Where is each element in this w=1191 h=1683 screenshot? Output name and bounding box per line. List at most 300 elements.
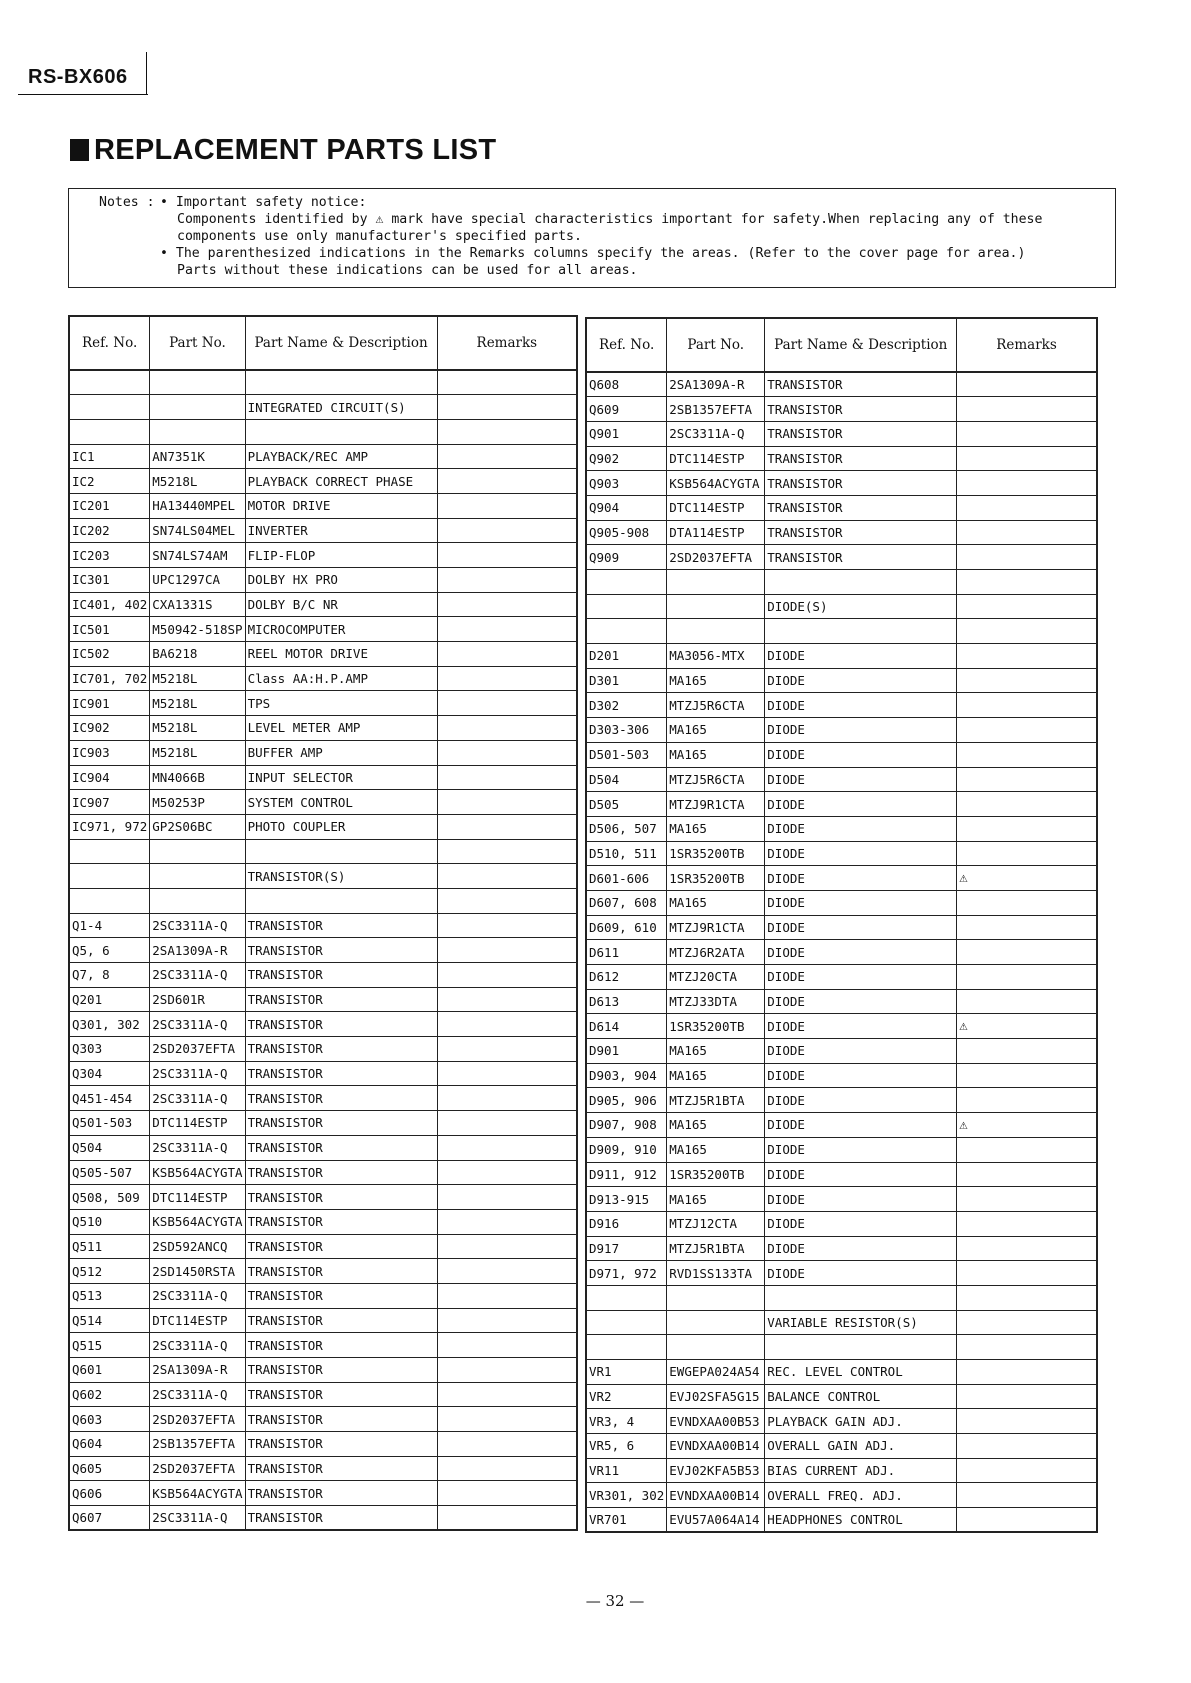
description-cell: DIODE bbox=[765, 915, 957, 940]
table-row bbox=[69, 839, 577, 864]
ref-no-cell: IC301 bbox=[69, 568, 150, 593]
ref-no-cell: D505 bbox=[586, 792, 667, 817]
part-no-cell: 2SD2037EFTA bbox=[150, 1456, 245, 1481]
part-no-cell: 2SC3311A-Q bbox=[150, 913, 245, 938]
table-row bbox=[586, 989, 1097, 1014]
ref-no-cell: Q904 bbox=[586, 495, 667, 520]
notes-box bbox=[68, 188, 1116, 288]
remarks-cell bbox=[437, 1432, 577, 1457]
description-cell: DOLBY HX PRO bbox=[245, 568, 437, 593]
ref-no-cell: D917 bbox=[586, 1236, 667, 1261]
remarks-cell bbox=[437, 543, 577, 568]
remarks-cell bbox=[437, 691, 577, 716]
part-no-cell bbox=[667, 1335, 765, 1360]
remarks-cell bbox=[957, 594, 1097, 619]
table-row bbox=[586, 520, 1097, 545]
remarks-cell bbox=[437, 888, 577, 913]
table-row bbox=[586, 1285, 1097, 1310]
remarks-cell bbox=[957, 372, 1097, 397]
ref-no-cell: IC907 bbox=[69, 790, 150, 815]
description-cell: TRANSISTOR bbox=[245, 1185, 437, 1210]
description-cell: TRANSISTOR bbox=[765, 520, 957, 545]
remarks-cell bbox=[437, 839, 577, 864]
remarks-cell bbox=[437, 1382, 577, 1407]
part-no-cell: EVNDXAA00B14 bbox=[667, 1483, 765, 1508]
remarks-cell bbox=[957, 1137, 1097, 1162]
description-cell: TRANSISTOR bbox=[245, 1456, 437, 1481]
description-cell: TRANSISTOR bbox=[245, 1209, 437, 1234]
table-row bbox=[69, 592, 577, 617]
remarks-cell bbox=[437, 1135, 577, 1160]
remarks-cell bbox=[957, 421, 1097, 446]
description-cell: TRANSISTOR bbox=[245, 1283, 437, 1308]
part-no-cell: EVJ02SFA5G15 bbox=[667, 1384, 765, 1409]
description-cell bbox=[245, 419, 437, 444]
part-no-cell: HA13440MPEL bbox=[150, 493, 245, 518]
description-cell: DIODE bbox=[765, 693, 957, 718]
part-no-cell: GP2S06BC bbox=[150, 814, 245, 839]
table-row bbox=[69, 1209, 577, 1234]
description-cell: DIODE bbox=[765, 1039, 957, 1064]
remarks-cell bbox=[957, 915, 1097, 940]
part-no-cell: 2SC3311A-Q bbox=[150, 963, 245, 988]
ref-no-cell: Q905-908 bbox=[586, 520, 667, 545]
table-row bbox=[69, 518, 577, 543]
part-no-cell: 2SC3311A-Q bbox=[150, 1333, 245, 1358]
remarks-cell bbox=[957, 1285, 1097, 1310]
description-cell: TRANSISTOR(S) bbox=[245, 864, 437, 889]
remarks-cell bbox=[957, 1162, 1097, 1187]
remarks-cell bbox=[437, 1160, 577, 1185]
ref-no-cell: IC501 bbox=[69, 617, 150, 642]
part-no-cell: KSB564ACYGTA bbox=[150, 1160, 245, 1185]
ref-no-cell: Q511 bbox=[69, 1234, 150, 1259]
part-no-cell: KSB564ACYGTA bbox=[150, 1209, 245, 1234]
remarks-cell bbox=[437, 1012, 577, 1037]
table-row bbox=[69, 395, 577, 420]
ref-no-cell: IC502 bbox=[69, 642, 150, 667]
table-row bbox=[586, 421, 1097, 446]
col-remarks: Remarks bbox=[957, 318, 1097, 372]
remarks-cell bbox=[437, 1456, 577, 1481]
remarks-cell bbox=[437, 1407, 577, 1432]
remarks-cell bbox=[437, 568, 577, 593]
page-number: — 32 — bbox=[585, 1592, 645, 1610]
description-cell: TRANSISTOR bbox=[245, 1506, 437, 1531]
ref-no-cell: Q909 bbox=[586, 545, 667, 570]
ref-no-cell: VR5, 6 bbox=[586, 1434, 667, 1459]
part-no-cell: KSB564ACYGTA bbox=[667, 471, 765, 496]
safety-warning-icon: ⚠ bbox=[957, 866, 1097, 891]
table-row bbox=[69, 1456, 577, 1481]
ref-no-cell: Q451-454 bbox=[69, 1086, 150, 1111]
remarks-cell bbox=[957, 1384, 1097, 1409]
description-cell: DIODE bbox=[765, 1236, 957, 1261]
table-row bbox=[69, 963, 577, 988]
table-row bbox=[586, 1187, 1097, 1212]
description-cell: TRANSISTOR bbox=[245, 1234, 437, 1259]
part-no-cell: M5218L bbox=[150, 469, 245, 494]
table-row bbox=[69, 642, 577, 667]
table-row bbox=[69, 1358, 577, 1383]
table-row bbox=[69, 740, 577, 765]
description-cell: DIODE bbox=[765, 742, 957, 767]
description-cell: DIODE bbox=[765, 792, 957, 817]
table-row bbox=[586, 816, 1097, 841]
description-cell: DOLBY B/C NR bbox=[245, 592, 437, 617]
description-cell: PLAYBACK/REC AMP bbox=[245, 444, 437, 469]
ref-no-cell: Q501-503 bbox=[69, 1111, 150, 1136]
remarks-cell bbox=[957, 1360, 1097, 1385]
table-row bbox=[586, 1211, 1097, 1236]
remarks-cell bbox=[437, 1259, 577, 1284]
description-cell: DIODE bbox=[765, 890, 957, 915]
part-no-cell: 2SB1357EFTA bbox=[667, 397, 765, 422]
ref-no-cell: D916 bbox=[586, 1211, 667, 1236]
notes-line-1: • Important safety notice: bbox=[160, 195, 367, 210]
description-cell: MICROCOMPUTER bbox=[245, 617, 437, 642]
part-no-cell: 2SA1309A-R bbox=[667, 372, 765, 397]
remarks-cell bbox=[437, 1308, 577, 1333]
ref-no-cell: Q5, 6 bbox=[69, 938, 150, 963]
remarks-cell bbox=[437, 1234, 577, 1259]
part-no-cell: MTZJ9R1CTA bbox=[667, 915, 765, 940]
description-cell: TRANSISTOR bbox=[245, 1333, 437, 1358]
remarks-cell bbox=[437, 963, 577, 988]
ref-no-cell: Q510 bbox=[69, 1209, 150, 1234]
table-row bbox=[586, 1261, 1097, 1286]
part-no-cell: 2SC3311A-Q bbox=[150, 1382, 245, 1407]
ref-no-cell bbox=[69, 888, 150, 913]
table-row bbox=[586, 841, 1097, 866]
part-no-cell: EVNDXAA00B14 bbox=[667, 1434, 765, 1459]
notes-line-2: Components identified by ⚠ mark have special characteristics important for safety.When replacing any of these bbox=[177, 212, 1043, 227]
description-cell: BALANCE CONTROL bbox=[765, 1384, 957, 1409]
table-row bbox=[69, 617, 577, 642]
table-row bbox=[586, 965, 1097, 990]
remarks-cell bbox=[957, 989, 1097, 1014]
table-row bbox=[69, 666, 577, 691]
table-row bbox=[69, 1283, 577, 1308]
ref-no-cell: VR301, 302 bbox=[586, 1483, 667, 1508]
table-row bbox=[69, 1037, 577, 1062]
remarks-cell bbox=[957, 446, 1097, 471]
remarks-cell bbox=[437, 370, 577, 395]
remarks-cell bbox=[437, 938, 577, 963]
ref-no-cell: Q609 bbox=[586, 397, 667, 422]
table-row bbox=[586, 471, 1097, 496]
ref-no-cell: Q602 bbox=[69, 1382, 150, 1407]
col-part-no: Part No. bbox=[667, 318, 765, 372]
model-number: RS-BX606 bbox=[28, 66, 128, 88]
description-cell: TRANSISTOR bbox=[765, 372, 957, 397]
part-no-cell: BA6218 bbox=[150, 642, 245, 667]
ref-no-cell: Q1-4 bbox=[69, 913, 150, 938]
description-cell: TRANSISTOR bbox=[245, 987, 437, 1012]
part-no-cell: MA165 bbox=[667, 1137, 765, 1162]
description-cell: DIODE bbox=[765, 965, 957, 990]
ref-no-cell: D607, 608 bbox=[586, 890, 667, 915]
part-no-cell: EWGEPA024A54 bbox=[667, 1360, 765, 1385]
description-cell: REEL MOTOR DRIVE bbox=[245, 642, 437, 667]
table-row bbox=[69, 1481, 577, 1506]
description-cell: TRANSISTOR bbox=[765, 545, 957, 570]
part-no-cell: CXA1331S bbox=[150, 592, 245, 617]
description-cell: PLAYBACK CORRECT PHASE bbox=[245, 469, 437, 494]
table-row bbox=[69, 716, 577, 741]
safety-warning-icon: ⚠ bbox=[957, 1014, 1097, 1039]
description-cell: TRANSISTOR bbox=[765, 471, 957, 496]
ref-no-cell: D501-503 bbox=[586, 742, 667, 767]
parts-table-right bbox=[585, 317, 1098, 1533]
remarks-cell bbox=[957, 495, 1097, 520]
table-row bbox=[69, 765, 577, 790]
ref-no-cell: Q515 bbox=[69, 1333, 150, 1358]
remarks-cell bbox=[957, 841, 1097, 866]
ref-no-cell: D601-606 bbox=[586, 866, 667, 891]
table-row bbox=[586, 1335, 1097, 1360]
table-row bbox=[69, 419, 577, 444]
part-no-cell: 2SD2037EFTA bbox=[150, 1407, 245, 1432]
table-row bbox=[586, 594, 1097, 619]
table-row bbox=[69, 1086, 577, 1111]
table-row bbox=[69, 913, 577, 938]
part-no-cell bbox=[667, 570, 765, 595]
remarks-cell bbox=[957, 1409, 1097, 1434]
table-row bbox=[586, 372, 1097, 397]
ref-no-cell: IC971, 972 bbox=[69, 814, 150, 839]
table-row bbox=[586, 545, 1097, 570]
part-no-cell: 2SC3311A-Q bbox=[150, 1086, 245, 1111]
ref-no-cell: IC2 bbox=[69, 469, 150, 494]
ref-no-cell: D611 bbox=[586, 940, 667, 965]
remarks-cell bbox=[437, 444, 577, 469]
ref-no-cell: Q901 bbox=[586, 421, 667, 446]
remarks-cell bbox=[957, 1063, 1097, 1088]
remarks-cell bbox=[957, 1236, 1097, 1261]
table-row bbox=[586, 792, 1097, 817]
ref-no-cell: Q514 bbox=[69, 1308, 150, 1333]
part-no-cell: M50942-518SP bbox=[150, 617, 245, 642]
table-row bbox=[69, 1135, 577, 1160]
part-no-cell: MTZJ5R1BTA bbox=[667, 1236, 765, 1261]
remarks-cell bbox=[437, 395, 577, 420]
safety-warning-icon: ⚠ bbox=[957, 1113, 1097, 1138]
table-row bbox=[586, 1113, 1097, 1138]
ref-no-cell bbox=[69, 419, 150, 444]
part-no-cell: M5218L bbox=[150, 740, 245, 765]
remarks-cell bbox=[437, 1506, 577, 1531]
part-no-cell: MTZJ33DTA bbox=[667, 989, 765, 1014]
part-no-cell: 2SB1357EFTA bbox=[150, 1432, 245, 1457]
part-no-cell bbox=[150, 864, 245, 889]
remarks-cell bbox=[437, 716, 577, 741]
table-row bbox=[69, 543, 577, 568]
remarks-cell bbox=[957, 718, 1097, 743]
table-row bbox=[69, 888, 577, 913]
ref-no-cell bbox=[586, 570, 667, 595]
table-row bbox=[69, 1234, 577, 1259]
table-row bbox=[586, 742, 1097, 767]
square-bullet-icon bbox=[70, 139, 89, 161]
description-cell: DIODE bbox=[765, 668, 957, 693]
part-no-cell: MA165 bbox=[667, 1063, 765, 1088]
description-cell: REC. LEVEL CONTROL bbox=[765, 1360, 957, 1385]
ref-no-cell: Q512 bbox=[69, 1259, 150, 1284]
description-cell: TRANSISTOR bbox=[245, 913, 437, 938]
part-no-cell bbox=[150, 395, 245, 420]
ref-no-cell: IC902 bbox=[69, 716, 150, 741]
ref-no-cell bbox=[69, 370, 150, 395]
description-cell: TRANSISTOR bbox=[245, 1061, 437, 1086]
ref-no-cell: VR11 bbox=[586, 1458, 667, 1483]
part-no-cell: MA165 bbox=[667, 1113, 765, 1138]
description-cell: TRANSISTOR bbox=[765, 495, 957, 520]
ref-no-cell: D614 bbox=[586, 1014, 667, 1039]
notes-line-3: components use only manufacturer's specified parts. bbox=[177, 229, 582, 244]
ref-no-cell: D510, 511 bbox=[586, 841, 667, 866]
remarks-cell bbox=[437, 666, 577, 691]
remarks-cell bbox=[957, 570, 1097, 595]
table-row bbox=[69, 1259, 577, 1284]
remarks-cell bbox=[957, 619, 1097, 644]
table-row bbox=[586, 915, 1097, 940]
remarks-cell bbox=[957, 1483, 1097, 1508]
part-no-cell: 1SR35200TB bbox=[667, 1014, 765, 1039]
table-header-row bbox=[69, 316, 577, 370]
remarks-cell bbox=[957, 644, 1097, 669]
remarks-cell bbox=[957, 792, 1097, 817]
table-row bbox=[69, 568, 577, 593]
description-cell: DIODE bbox=[765, 1187, 957, 1212]
remarks-cell bbox=[437, 469, 577, 494]
part-no-cell: 2SC3311A-Q bbox=[667, 421, 765, 446]
table-row bbox=[586, 1014, 1097, 1039]
table-row bbox=[586, 668, 1097, 693]
table-row bbox=[69, 1407, 577, 1432]
part-no-cell: MA165 bbox=[667, 1039, 765, 1064]
ref-no-cell: Q513 bbox=[69, 1283, 150, 1308]
remarks-cell bbox=[957, 693, 1097, 718]
table-row bbox=[586, 619, 1097, 644]
ref-no-cell: VR2 bbox=[586, 1384, 667, 1409]
remarks-cell bbox=[957, 1261, 1097, 1286]
part-no-cell: MTZJ5R1BTA bbox=[667, 1088, 765, 1113]
ref-no-cell: IC201 bbox=[69, 493, 150, 518]
description-cell: TRANSISTOR bbox=[765, 446, 957, 471]
description-cell: Class AA:H.P.AMP bbox=[245, 666, 437, 691]
col-ref-no: Ref. No. bbox=[586, 318, 667, 372]
remarks-cell bbox=[437, 642, 577, 667]
table-row bbox=[69, 1308, 577, 1333]
description-cell: TRANSISTOR bbox=[245, 938, 437, 963]
ref-no-cell: IC202 bbox=[69, 518, 150, 543]
description-cell: TRANSISTOR bbox=[245, 1481, 437, 1506]
remarks-cell bbox=[957, 520, 1097, 545]
part-no-cell: 1SR35200TB bbox=[667, 1162, 765, 1187]
ref-no-cell: Q902 bbox=[586, 446, 667, 471]
part-no-cell: M5218L bbox=[150, 691, 245, 716]
table-row bbox=[586, 1236, 1097, 1261]
remarks-cell bbox=[957, 471, 1097, 496]
ref-no-cell: D301 bbox=[586, 668, 667, 693]
description-cell: HEADPHONES CONTROL bbox=[765, 1508, 957, 1533]
table-row bbox=[586, 1039, 1097, 1064]
description-cell: PHOTO COUPLER bbox=[245, 814, 437, 839]
ref-no-cell: D201 bbox=[586, 644, 667, 669]
remarks-cell bbox=[437, 1481, 577, 1506]
ref-no-cell: IC901 bbox=[69, 691, 150, 716]
part-no-cell: RVD1SS133TA bbox=[667, 1261, 765, 1286]
part-no-cell bbox=[150, 370, 245, 395]
table-row bbox=[586, 1409, 1097, 1434]
description-cell: BUFFER AMP bbox=[245, 740, 437, 765]
part-no-cell: KSB564ACYGTA bbox=[150, 1481, 245, 1506]
ref-no-cell: IC203 bbox=[69, 543, 150, 568]
part-no-cell bbox=[667, 594, 765, 619]
description-cell bbox=[765, 619, 957, 644]
table-row bbox=[586, 446, 1097, 471]
remarks-cell bbox=[437, 864, 577, 889]
ref-no-cell: Q903 bbox=[586, 471, 667, 496]
part-no-cell: 2SD592ANCQ bbox=[150, 1234, 245, 1259]
table-row bbox=[69, 814, 577, 839]
part-no-cell: MA165 bbox=[667, 742, 765, 767]
ref-no-cell: Q607 bbox=[69, 1506, 150, 1531]
ref-no-cell: D971, 972 bbox=[586, 1261, 667, 1286]
remarks-cell bbox=[437, 1037, 577, 1062]
part-no-cell bbox=[150, 839, 245, 864]
part-no-cell: EVJ02KFA5B53 bbox=[667, 1458, 765, 1483]
table-row bbox=[69, 1185, 577, 1210]
part-no-cell: 2SC3311A-Q bbox=[150, 1061, 245, 1086]
remarks-cell bbox=[957, 890, 1097, 915]
table-header-row bbox=[586, 318, 1097, 372]
ref-no-cell: IC401, 402 bbox=[69, 592, 150, 617]
table-row bbox=[69, 987, 577, 1012]
ref-no-cell bbox=[69, 864, 150, 889]
ref-no-cell: D905, 906 bbox=[586, 1088, 667, 1113]
description-cell: DIODE bbox=[765, 940, 957, 965]
ref-no-cell: D506, 507 bbox=[586, 816, 667, 841]
remarks-cell bbox=[437, 1358, 577, 1383]
description-cell: INTEGRATED CIRCUIT(S) bbox=[245, 395, 437, 420]
table-row bbox=[586, 397, 1097, 422]
remarks-cell bbox=[957, 397, 1097, 422]
description-cell: DIODE bbox=[765, 1063, 957, 1088]
description-cell: DIODE bbox=[765, 841, 957, 866]
part-no-cell bbox=[667, 1310, 765, 1335]
left-table-body bbox=[69, 370, 577, 1530]
part-no-cell: 1SR35200TB bbox=[667, 866, 765, 891]
ref-no-cell: Q7, 8 bbox=[69, 963, 150, 988]
part-no-cell: 2SC3311A-Q bbox=[150, 1506, 245, 1531]
remarks-cell bbox=[957, 1434, 1097, 1459]
table-row bbox=[586, 767, 1097, 792]
part-no-cell: SN74LS04MEL bbox=[150, 518, 245, 543]
part-no-cell: MTZJ5R6CTA bbox=[667, 693, 765, 718]
table-row bbox=[586, 495, 1097, 520]
part-no-cell: MTZJ12CTA bbox=[667, 1211, 765, 1236]
table-row bbox=[69, 691, 577, 716]
description-cell: TRANSISTOR bbox=[245, 1160, 437, 1185]
description-cell: VARIABLE RESISTOR(S) bbox=[765, 1310, 957, 1335]
part-no-cell bbox=[150, 419, 245, 444]
description-cell: DIODE bbox=[765, 1261, 957, 1286]
remarks-cell bbox=[437, 814, 577, 839]
table-row bbox=[586, 1162, 1097, 1187]
table-row bbox=[586, 1063, 1097, 1088]
